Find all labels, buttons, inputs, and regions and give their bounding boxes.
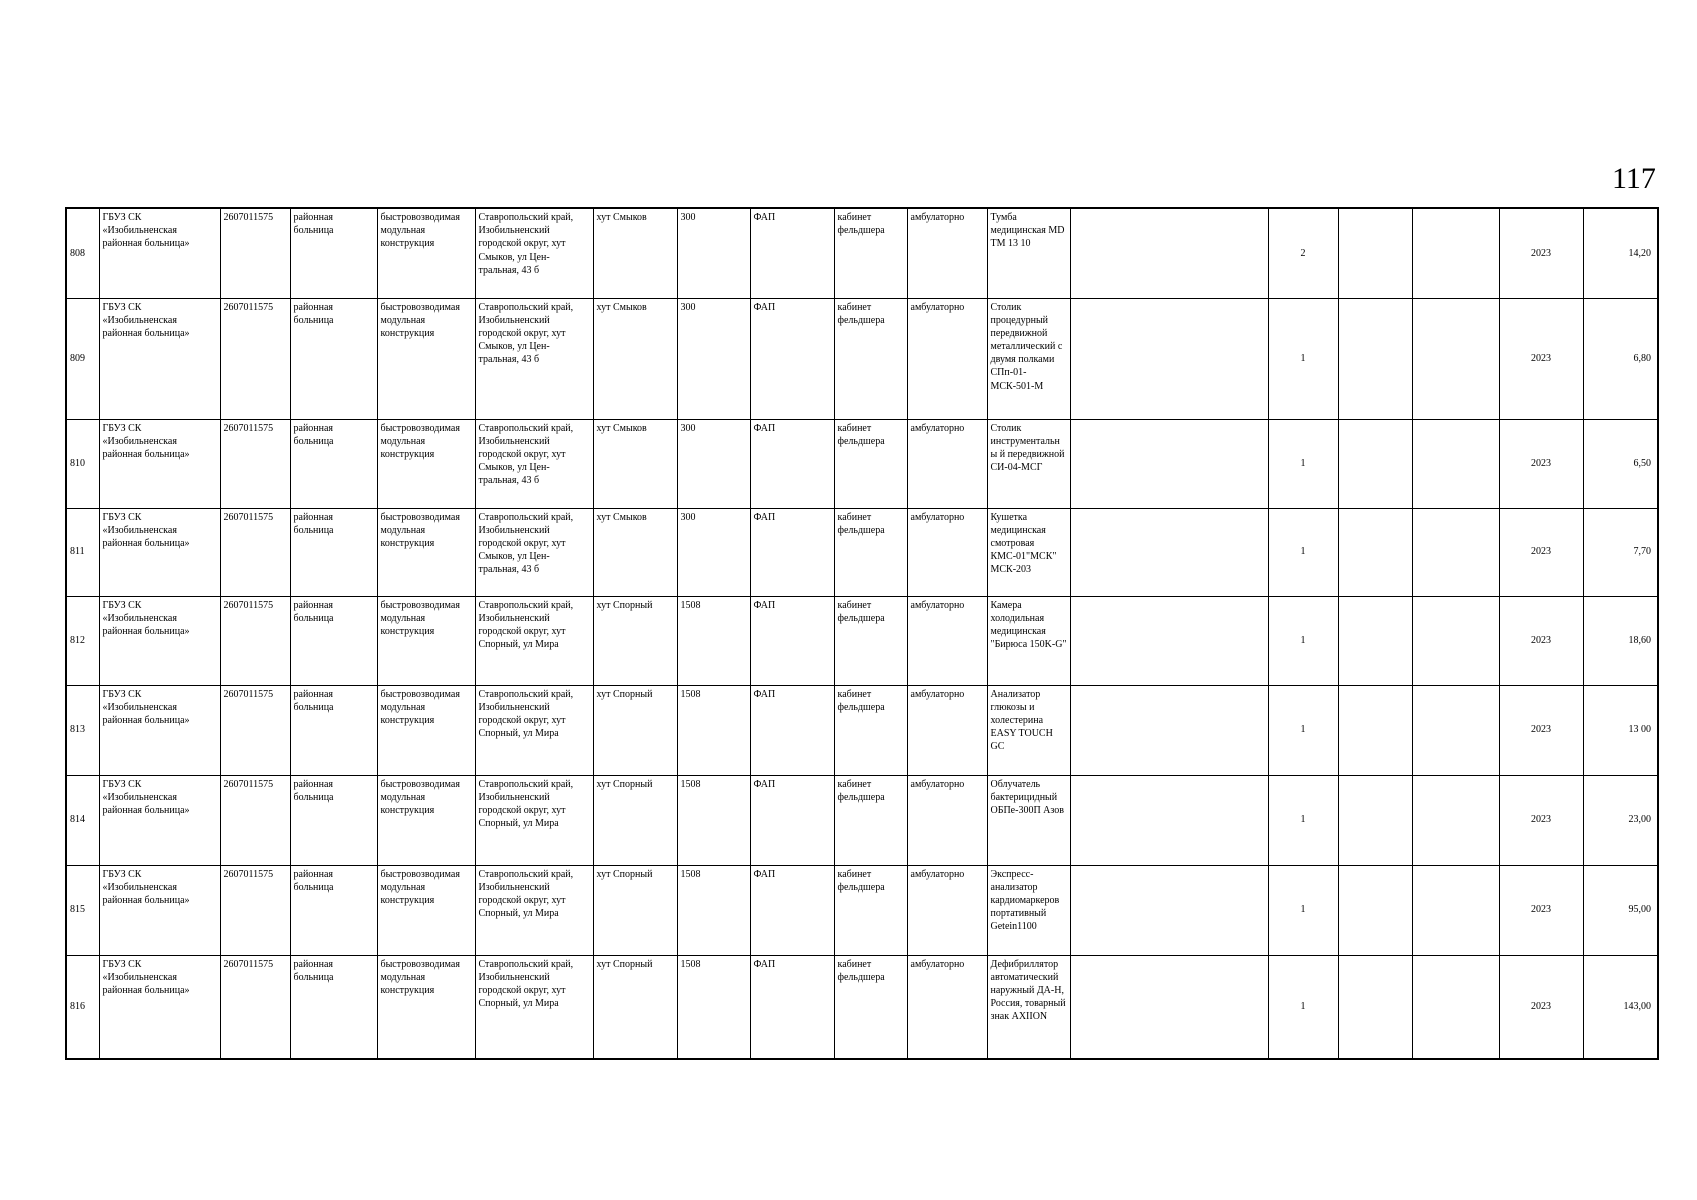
room-cell: кабинет фельдшера <box>834 685 907 775</box>
empty-cell <box>1338 419 1412 508</box>
equipment-name-cell: Облучатель бактерицидный ОБПе-300П Азов <box>987 775 1070 865</box>
building-type-cell: быстровозводимая модульная конструкция <box>377 508 475 596</box>
empty-cell <box>1412 775 1499 865</box>
table-row <box>66 208 1658 298</box>
population-cell: 1508 <box>677 685 750 775</box>
year-cell: 2023 <box>1499 775 1583 865</box>
empty-cell <box>1412 208 1499 298</box>
table-row <box>66 298 1658 419</box>
settlement-cell: хут Смыков <box>593 298 677 419</box>
unit-type-cell: ФАП <box>750 419 834 508</box>
unit-type-cell: ФАП <box>750 955 834 1059</box>
quantity-cell: 1 <box>1268 775 1338 865</box>
row-number: 812 <box>66 596 99 685</box>
unit-type-cell: ФАП <box>750 685 834 775</box>
table-row <box>66 865 1658 955</box>
cost-cell: 18,60 <box>1583 596 1658 685</box>
address-cell: Ставропольский край, Изобильненский городской округ, хут Спорный, ул Мира <box>475 685 593 775</box>
organization-cell: ГБУЗ СК «Изобильненская районная больница» <box>99 298 220 419</box>
year-cell: 2023 <box>1499 865 1583 955</box>
care-mode-cell: амбулаторно <box>907 508 987 596</box>
year-cell: 2023 <box>1499 955 1583 1059</box>
population-cell: 1508 <box>677 596 750 685</box>
settlement-cell: хут Смыков <box>593 508 677 596</box>
organization-cell: ГБУЗ СК «Изобильненская районная больница» <box>99 865 220 955</box>
table-row <box>66 508 1658 596</box>
population-cell: 300 <box>677 298 750 419</box>
empty-cell <box>1070 865 1268 955</box>
empty-cell <box>1338 955 1412 1059</box>
table-row <box>66 955 1658 1059</box>
row-number: 814 <box>66 775 99 865</box>
year-cell: 2023 <box>1499 685 1583 775</box>
building-type-cell: быстровозводимая модульная конструкция <box>377 685 475 775</box>
facility-type-cell: районная больница <box>290 955 377 1059</box>
empty-cell <box>1338 596 1412 685</box>
empty-cell <box>1338 508 1412 596</box>
care-mode-cell: амбулаторно <box>907 865 987 955</box>
organization-cell: ГБУЗ СК «Изобильненская районная больница» <box>99 419 220 508</box>
empty-cell <box>1338 865 1412 955</box>
building-type-cell: быстровозводимая модульная конструкция <box>377 208 475 298</box>
empty-cell <box>1412 508 1499 596</box>
care-mode-cell: амбулаторно <box>907 298 987 419</box>
equipment-name-cell: Столик инструментальны й передвижной СИ-04-МСГ <box>987 419 1070 508</box>
population-cell: 1508 <box>677 775 750 865</box>
settlement-cell: хут Спорный <box>593 685 677 775</box>
settlement-cell: хут Спорный <box>593 775 677 865</box>
room-cell: кабинет фельдшера <box>834 208 907 298</box>
care-mode-cell: амбулаторно <box>907 596 987 685</box>
empty-cell <box>1412 865 1499 955</box>
empty-cell <box>1070 775 1268 865</box>
equipment-name-cell: Кушетка медицинская смотровая КМС-01"МСК" МСК-203 <box>987 508 1070 596</box>
address-cell: Ставропольский край, Изобильненский городской округ, хут Спорный, ул Мира <box>475 775 593 865</box>
care-mode-cell: амбулаторно <box>907 775 987 865</box>
cost-cell: 143,00 <box>1583 955 1658 1059</box>
equipment-name-cell: Дефибриллятор автоматический наружный ДА-Н, Россия, товарный знак AXIION <box>987 955 1070 1059</box>
empty-cell <box>1070 508 1268 596</box>
organization-cell: ГБУЗ СК «Изобильненская районная больница» <box>99 775 220 865</box>
inn-cell: 2607011575 <box>220 775 290 865</box>
empty-cell <box>1070 208 1268 298</box>
organization-cell: ГБУЗ СК «Изобильненская районная больница» <box>99 955 220 1059</box>
unit-type-cell: ФАП <box>750 775 834 865</box>
facility-type-cell: районная больница <box>290 685 377 775</box>
care-mode-cell: амбулаторно <box>907 955 987 1059</box>
address-cell: Ставропольский край, Изобильненский городской округ, хут Смыков, ул Цен-тральная, 43 б <box>475 208 593 298</box>
settlement-cell: хут Смыков <box>593 208 677 298</box>
year-cell: 2023 <box>1499 508 1583 596</box>
quantity-cell: 1 <box>1268 596 1338 685</box>
inn-cell: 2607011575 <box>220 596 290 685</box>
population-cell: 1508 <box>677 865 750 955</box>
year-cell: 2023 <box>1499 419 1583 508</box>
empty-cell <box>1412 298 1499 419</box>
row-number: 816 <box>66 955 99 1059</box>
population-cell: 300 <box>677 419 750 508</box>
care-mode-cell: амбулаторно <box>907 208 987 298</box>
facility-type-cell: районная больница <box>290 298 377 419</box>
quantity-cell: 1 <box>1268 508 1338 596</box>
address-cell: Ставропольский край, Изобильненский городской округ, хут Спорный, ул Мира <box>475 596 593 685</box>
room-cell: кабинет фельдшера <box>834 508 907 596</box>
empty-cell <box>1070 419 1268 508</box>
quantity-cell: 1 <box>1268 298 1338 419</box>
empty-cell <box>1338 298 1412 419</box>
row-number: 810 <box>66 419 99 508</box>
organization-cell: ГБУЗ СК «Изобильненская районная больница» <box>99 685 220 775</box>
cost-cell: 14,20 <box>1583 208 1658 298</box>
inn-cell: 2607011575 <box>220 955 290 1059</box>
room-cell: кабинет фельдшера <box>834 298 907 419</box>
empty-cell <box>1412 419 1499 508</box>
facility-type-cell: районная больница <box>290 775 377 865</box>
quantity-cell: 1 <box>1268 685 1338 775</box>
building-type-cell: быстровозводимая модульная конструкция <box>377 865 475 955</box>
row-number: 811 <box>66 508 99 596</box>
empty-cell <box>1070 685 1268 775</box>
address-cell: Ставропольский край, Изобильненский городской округ, хут Смыков, ул Цен-тральная, 43 б <box>475 419 593 508</box>
inn-cell: 2607011575 <box>220 419 290 508</box>
facility-type-cell: районная больница <box>290 596 377 685</box>
cost-cell: 7,70 <box>1583 508 1658 596</box>
unit-type-cell: ФАП <box>750 865 834 955</box>
room-cell: кабинет фельдшера <box>834 775 907 865</box>
inn-cell: 2607011575 <box>220 508 290 596</box>
building-type-cell: быстровозводимая модульная конструкция <box>377 596 475 685</box>
year-cell: 2023 <box>1499 208 1583 298</box>
table-row <box>66 775 1658 865</box>
organization-cell: ГБУЗ СК «Изобильненская районная больница» <box>99 208 220 298</box>
address-cell: Ставропольский край, Изобильненский городской округ, хут Смыков, ул Цен-тральная, 43 б <box>475 298 593 419</box>
table-row <box>66 596 1658 685</box>
population-cell: 300 <box>677 208 750 298</box>
empty-cell <box>1338 685 1412 775</box>
building-type-cell: быстровозводимая модульная конструкция <box>377 419 475 508</box>
equipment-registry-table <box>65 207 1659 1060</box>
address-cell: Ставропольский край, Изобильненский городской округ, хут Спорный, ул Мира <box>475 865 593 955</box>
address-cell: Ставропольский край, Изобильненский городской округ, хут Спорный, ул Мира <box>475 955 593 1059</box>
row-number: 808 <box>66 208 99 298</box>
unit-type-cell: ФАП <box>750 508 834 596</box>
unit-type-cell: ФАП <box>750 208 834 298</box>
facility-type-cell: районная больница <box>290 865 377 955</box>
equipment-name-cell: Столик процедурный передвижной металлический с двумя полками СПп-01-МСК-501-М <box>987 298 1070 419</box>
equipment-name-cell: Экспресс-анализатор кардиомаркеров портативный Getein1100 <box>987 865 1070 955</box>
room-cell: кабинет фельдшера <box>834 596 907 685</box>
quantity-cell: 1 <box>1268 419 1338 508</box>
table-row <box>66 419 1658 508</box>
care-mode-cell: амбулаторно <box>907 685 987 775</box>
organization-cell: ГБУЗ СК «Изобильненская районная больница» <box>99 508 220 596</box>
inn-cell: 2607011575 <box>220 298 290 419</box>
empty-cell <box>1338 775 1412 865</box>
settlement-cell: хут Спорный <box>593 955 677 1059</box>
empty-cell <box>1412 955 1499 1059</box>
unit-type-cell: ФАП <box>750 298 834 419</box>
settlement-cell: хут Спорный <box>593 865 677 955</box>
room-cell: кабинет фельдшера <box>834 419 907 508</box>
cost-cell: 6,80 <box>1583 298 1658 419</box>
care-mode-cell: амбулаторно <box>907 419 987 508</box>
row-number: 813 <box>66 685 99 775</box>
cost-cell: 6,50 <box>1583 419 1658 508</box>
quantity-cell: 1 <box>1268 955 1338 1059</box>
population-cell: 1508 <box>677 955 750 1059</box>
building-type-cell: быстровозводимая модульная конструкция <box>377 298 475 419</box>
room-cell: кабинет фельдшера <box>834 955 907 1059</box>
cost-cell: 23,00 <box>1583 775 1658 865</box>
facility-type-cell: районная больница <box>290 208 377 298</box>
empty-cell <box>1412 596 1499 685</box>
row-number: 809 <box>66 298 99 419</box>
room-cell: кабинет фельдшера <box>834 865 907 955</box>
quantity-cell: 2 <box>1268 208 1338 298</box>
empty-cell <box>1070 596 1268 685</box>
organization-cell: ГБУЗ СК «Изобильненская районная больница» <box>99 596 220 685</box>
settlement-cell: хут Смыков <box>593 419 677 508</box>
empty-cell <box>1070 298 1268 419</box>
settlement-cell: хут Спорный <box>593 596 677 685</box>
equipment-name-cell: Камера холодильная медицинская "Бирюса 150K-G" <box>987 596 1070 685</box>
equipment-name-cell: Тумба медицинская MD TM 13 10 <box>987 208 1070 298</box>
address-cell: Ставропольский край, Изобильненский городской округ, хут Смыков, ул Цен-тральная, 43 б <box>475 508 593 596</box>
year-cell: 2023 <box>1499 596 1583 685</box>
building-type-cell: быстровозводимая модульная конструкция <box>377 775 475 865</box>
facility-type-cell: районная больница <box>290 508 377 596</box>
population-cell: 300 <box>677 508 750 596</box>
empty-cell <box>1338 208 1412 298</box>
row-number: 815 <box>66 865 99 955</box>
unit-type-cell: ФАП <box>750 596 834 685</box>
cost-cell: 95,00 <box>1583 865 1658 955</box>
quantity-cell: 1 <box>1268 865 1338 955</box>
empty-cell <box>1412 685 1499 775</box>
equipment-name-cell: Анализатор глюкозы и холестерина EASY TOUCH GC <box>987 685 1070 775</box>
page-number: 117 <box>1612 162 1656 195</box>
building-type-cell: быстровозводимая модульная конструкция <box>377 955 475 1059</box>
facility-type-cell: районная больница <box>290 419 377 508</box>
empty-cell <box>1070 955 1268 1059</box>
cost-cell: 13 00 <box>1583 685 1658 775</box>
table-row <box>66 685 1658 775</box>
inn-cell: 2607011575 <box>220 685 290 775</box>
inn-cell: 2607011575 <box>220 865 290 955</box>
inn-cell: 2607011575 <box>220 208 290 298</box>
year-cell: 2023 <box>1499 298 1583 419</box>
